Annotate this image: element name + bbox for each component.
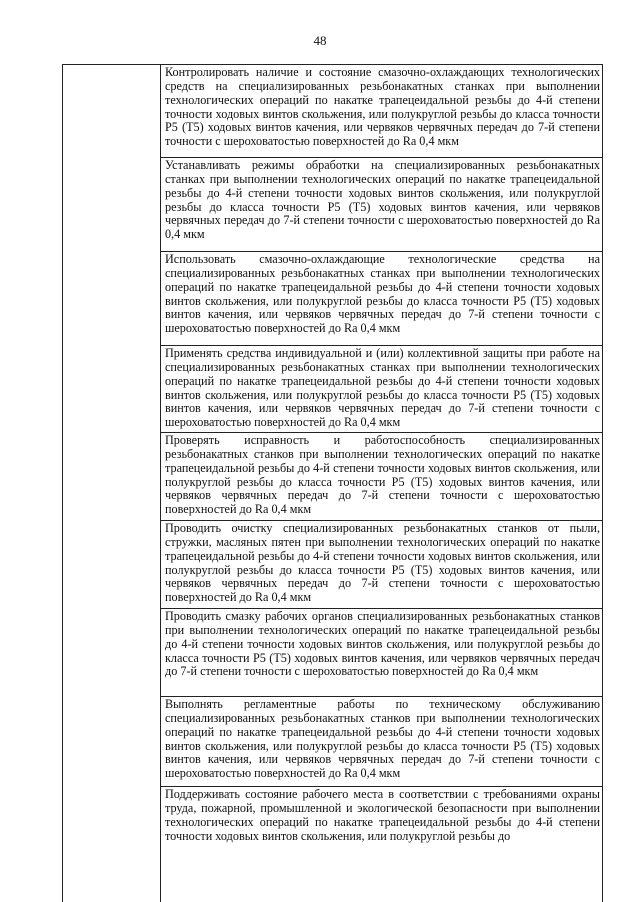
- table-row-maintenance: Выполнять регламентные работы по техническому обслуживанию специализированных резьбонакатных станков при выполнении технологических операций по накатке трапецеидальной резьбы до 4-й степени точности ходовых винтов скольжения, или полукруглой резьбы до класса точности P5 (T5) ходовых винтов качения, или червяков червячных передач до 7-й степени точности с шероховатостью поверхностей до Ra 0,4 мкм: [161, 697, 602, 787]
- page-number: 48: [313, 33, 327, 48]
- table-row-lubrication: Проводить смазку рабочих органов специализированных резьбонакатных станков при выполнении технологических операций по накатке трапецеидальной резьбы до 4-й степени точности ходовых винтов скольжения, или полукруглой резьбы до класса точности P5 (T5) ходовых винтов качения, или червяков червячных передач до 7-й степени точности с шероховатостью поверхностей до Ra 0,4 мкм: [161, 609, 602, 697]
- table-row-control-coolant: Контролировать наличие и состояние смазочно-охлаждающих технологических средств на специализированных резьбонакатных станках при выполнении технологических операций по накатке трапецеидальной резьбы до 4-й степени точности ходовых винтов скольжения, или полукруглой резьбы до класса точности P5 (T5) ходовых винтов качения, или червяков червячных передач до 7-й степени точности с шероховатостью поверхностей до Ra 0,4 мкм: [161, 65, 602, 158]
- table-row-set-modes: Устанавливать режимы обработки на специализированных резьбонакатных станках при выполнении технологических операций по накатке трапецеидальной резьбы до 4-й степени точности ходовых винтов скольжения, или полукруглой резьбы до класса точности P5 (T5) ходовых винтов качения, или червяков червячных передач до 7-й степени точности с шероховатостью поверхностей до Ra 0,4 мкм: [161, 158, 602, 252]
- table-row-use-coolant: Использовать смазочно-охлаждающие технологические средства на специализированных резьбонакатных станках при выполнении технологических операций по накатке трапецеидальной резьбы до 4-й степени точности ходовых винтов скольжения, или полукруглой резьбы до класса точности P5 (T5) ходовых винтов качения, или червяков червячных передач до 7-й степени точности с шероховатостью поверхностей до Ra 0,4 мкм: [161, 252, 602, 346]
- table-row-protection: Применять средства индивидуальной и (или) коллективной защиты при работе на специализированных резьбонакатных станках при выполнении технологических операций по накатке трапецеидальной резьбы до 4-й степени точности ходовых винтов скольжения, или полукруглой резьбы до класса точности P5 (T5) ходовых винтов качения, или червяков червячных передач до 7-й степени точности с шероховатостью поверхностей до Ra 0,4 мкм: [161, 346, 602, 433]
- table-left-column: [63, 65, 161, 902]
- table-right-column: [161, 65, 602, 902]
- table-row-check-operability: Проверять исправность и работоспособность специализированных резьбонакатных станков при выполнении технологических операций по накатке трапецеидальной резьбы до 4-й степени точности ходовых винтов скольжения, или полукруглой резьбы до класса точности P5 (T5) ходовых винтов качения, или червяков червячных передач до 7-й степени точности с шероховатостью поверхностей до Ra 0,4 мкм: [161, 433, 602, 521]
- skills-table: [62, 64, 603, 902]
- table-row-cleaning: Проводить очистку специализированных резьбонакатных станков от пыли, стружки, масляных пятен при выполнении технологических операций по накатке трапецеидальной резьбы до 4-й степени точности ходовых винтов скольжения, или полукруглой резьбы до класса точности P5 (T5) ходовых винтов качения, или червяков червячных передач до 7-й степени точности с шероховатостью поверхностей до Ra 0,4 мкм: [161, 521, 602, 609]
- table-row-workplace: Поддерживать состояние рабочего места в соответствии с требованиями охраны труда, пожарной, промышленной и экологической безопасности при выполнении технологических операций по накатке трапецеидальной резьбы до 4-й степени точности ходовых винтов скольжения, или полукруглой резьбы до: [165, 787, 600, 843]
